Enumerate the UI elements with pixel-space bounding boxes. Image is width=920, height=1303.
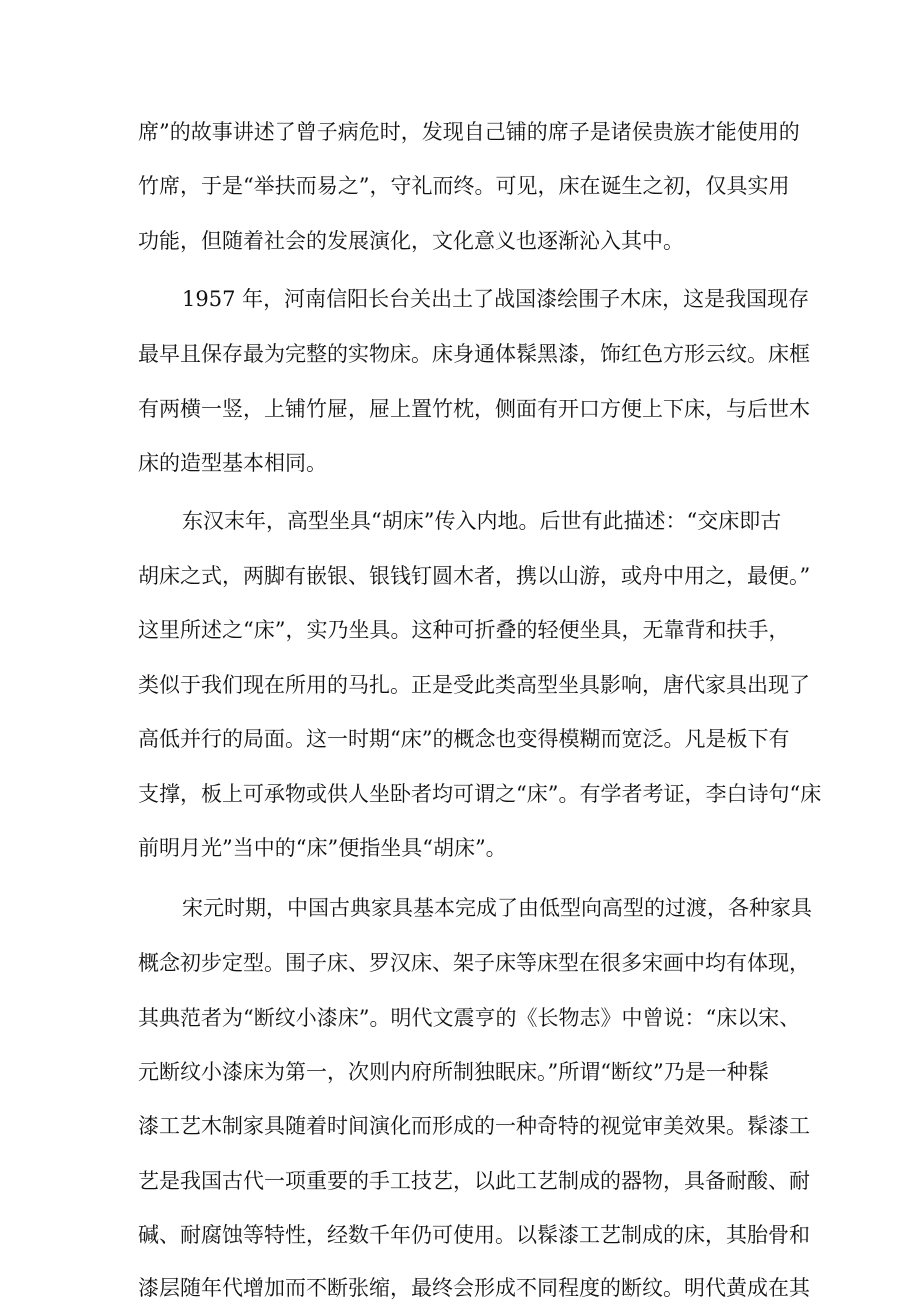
text-line: 高低并行的局面。这一时期“床”的概念也变得模糊而宽泛。凡是板下有 bbox=[138, 727, 790, 751]
text-line: 胡床之式，两脚有嵌银、银钱钉圆木者，携以山游，或舟中用之，最便。” bbox=[138, 564, 811, 588]
paragraph-first-line: 1957 年，河南信阳长台关出土了战国漆绘围子木床，这是我国现存 bbox=[182, 287, 810, 311]
text-line: 支撑，板上可承物或供人坐卧者均可谓之“床”。有学者考证，李白诗句“床 bbox=[138, 782, 822, 806]
text-line: 竹席，于是“举扶而易之”，守礼而终。可见，床在诞生之初，仅具实用 bbox=[138, 174, 790, 198]
text-line: 碱、耐腐蚀等特性，经数千年仍可使用。以髹漆工艺制成的床，其胎骨和 bbox=[138, 1223, 810, 1247]
text-line: 其典范者为“断纹小漆床”。明代文震亨的《长物志》中曾说：“床以宋、 bbox=[138, 1006, 801, 1030]
text-line: 席”的故事讲述了曾子病危时，发现自己铺的席子是诸侯贵族才能使用的 bbox=[138, 120, 800, 144]
text-line: 漆层随年代增加而不断张缩，最终会形成不同程度的断纹。明代黄成在其 bbox=[138, 1276, 810, 1300]
text-line: 这里所述之“床”，实乃坐具。这种可折叠的轻便坐具，无靠背和扶手， bbox=[138, 618, 790, 642]
text-line: 概念初步定型。围子床、罗汉床、架子床等床型在很多宋画中均有体现， bbox=[138, 951, 810, 975]
text-line: 最早且保存最为完整的实物床。床身通体髹黑漆，饰红色方形云纹。床框 bbox=[138, 342, 810, 366]
text-line: 有两横一竖，上铺竹屉，屉上置竹枕，侧面有开口方便上下床，与后世木 bbox=[138, 397, 810, 421]
text-line: 漆工艺木制家具随着时间演化而形成的一种奇特的视觉审美效果。髹漆工 bbox=[138, 1114, 810, 1138]
text-line: 功能，但随着社会的发展演化，文化意义也逐渐沁入其中。 bbox=[138, 229, 684, 253]
text-line: 元断纹小漆床为第一，次则内府所制独眠床。”所谓“断纹”乃是一种髹 bbox=[138, 1060, 769, 1084]
text-line: 前明月光”当中的“床”便指坐具“胡床”。 bbox=[138, 836, 507, 860]
text-line: 床的造型基本相同。 bbox=[138, 451, 327, 475]
text-line: 类似于我们现在所用的马扎。正是受此类高型坐具影响，唐代家具出现了 bbox=[138, 673, 810, 697]
paragraph-first-line: 宋元时期，中国古典家具基本完成了由低型向高型的过渡，各种家具 bbox=[182, 896, 812, 920]
text-line: 艺是我国古代一项重要的手工技艺，以此工艺制成的器物，具备耐酸、耐 bbox=[138, 1169, 810, 1193]
paragraph-first-line: 东汉末年，高型坐具“胡床”传入内地。后世有此描述：“交床即古 bbox=[182, 509, 782, 533]
